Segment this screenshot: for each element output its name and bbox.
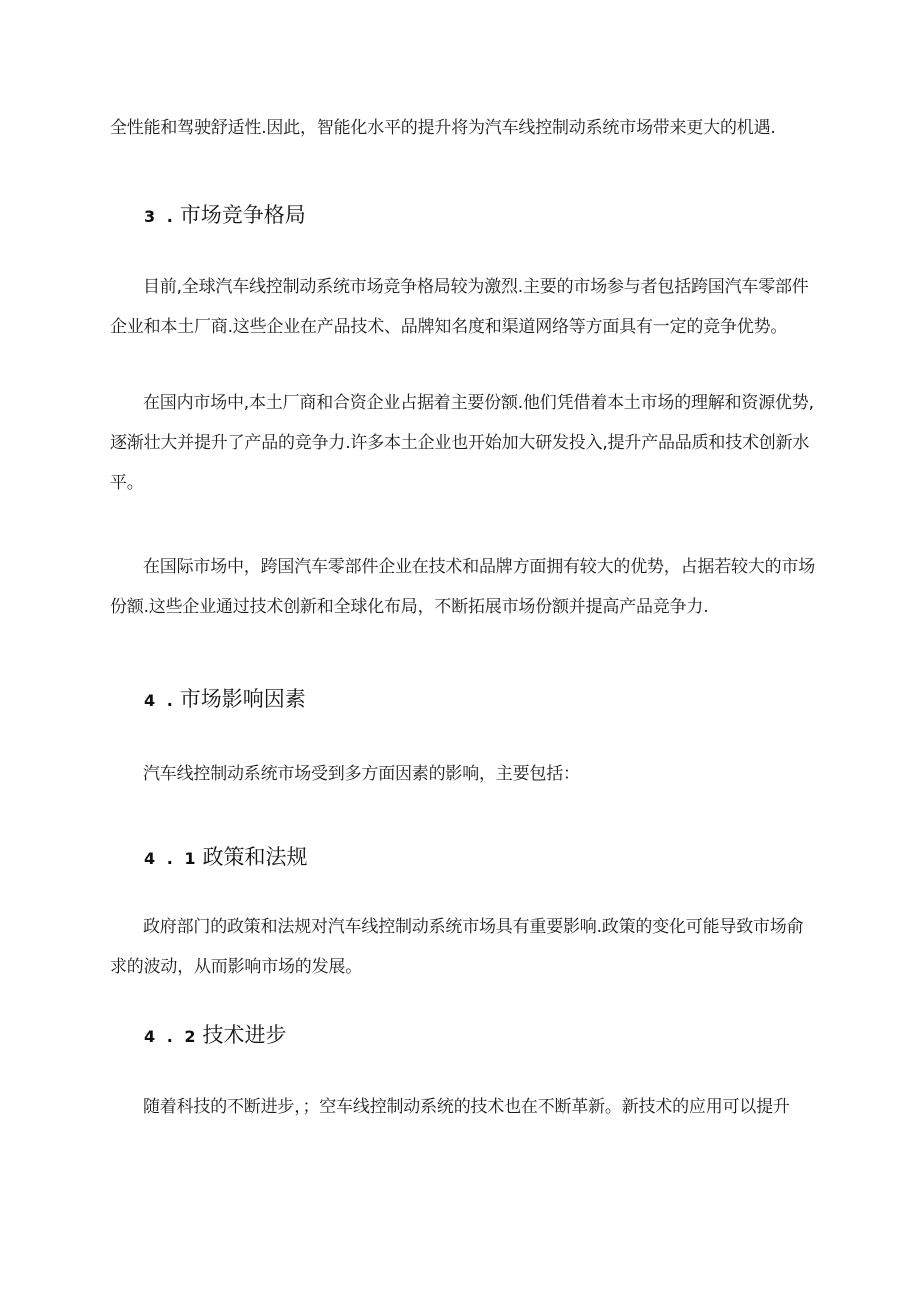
section-heading-4-2 xyxy=(144,1020,286,1052)
paragraph-influencing-factors xyxy=(110,754,822,794)
heading-number: 4 . 2 xyxy=(144,1027,199,1046)
section-heading-4 xyxy=(144,684,306,716)
paragraph-international-market xyxy=(110,547,822,627)
paragraph-line: 份额.这些企业通过技术创新和全球化布局，不断拓展市场份额并提高产品竞争力. xyxy=(110,597,709,617)
paragraph-line: 汽车线控制动系统市场受到多方面因素的影响，主要包括： xyxy=(143,764,580,784)
paragraph-line: 求的波动，从而影响市场的发展。 xyxy=(110,957,362,977)
paragraph-line: 在国内市场中,本土厂商和合资企业占据着主要份额.他们凭借着本土市场的理解和资源优势, xyxy=(143,393,814,413)
heading-title: 市场竞争格局 xyxy=(179,203,306,227)
paragraph-policy-regulation xyxy=(110,907,822,987)
paragraph-line: 平。 xyxy=(110,473,144,493)
section-heading-3 xyxy=(144,200,306,232)
heading-number: 4 . 1 xyxy=(144,849,199,868)
heading-title: 市场影响因素 xyxy=(179,687,306,711)
paragraph-line: 企业和本土厂商.这些企业在产品技术、品牌知名度和渠道网络等方面具有一定的竞争优势。 xyxy=(110,317,788,337)
paragraph-competition-overview xyxy=(110,267,822,347)
paragraph-line: 全性能和驾驶舒适性.因此，智能化水平的提升将为汽车线控制动系统市场带来更大的机遇. xyxy=(110,118,776,138)
paragraph-technology-progress xyxy=(110,1087,822,1127)
paragraph-continuation xyxy=(110,108,822,148)
heading-title: 技术进步 xyxy=(202,1023,287,1047)
heading-number: 3 . xyxy=(144,207,176,226)
paragraph-line: 逐渐壮大并提升了产品的竞争力.许多本土企业也开始加大研发投入,提升产品品质和技术创新水 xyxy=(110,433,810,453)
paragraph-line: 随着科技的不断进步，；空车线控制动系统的技术也在不断革新。新技术的应用可以提升 xyxy=(143,1097,790,1117)
heading-title: 政策和法规 xyxy=(202,845,308,869)
paragraph-line: 目前,全球汽车线控制动系统市场竞争格局较为激烈.主要的市场参与者包括跨国汽车零部件 xyxy=(143,277,809,297)
heading-number: 4 . xyxy=(144,691,176,710)
paragraph-line: 在国际市场中，跨国汽车零部件企业在技术和品牌方面拥有较大的优势，占据若较大的市场 xyxy=(143,557,815,577)
section-heading-4-1 xyxy=(144,842,307,874)
paragraph-line: 政府部门的政策和法规对汽车线控制动系统市场具有重要影响.政策的变化可能导致市场俞 xyxy=(143,917,804,937)
paragraph-domestic-market xyxy=(110,383,822,503)
